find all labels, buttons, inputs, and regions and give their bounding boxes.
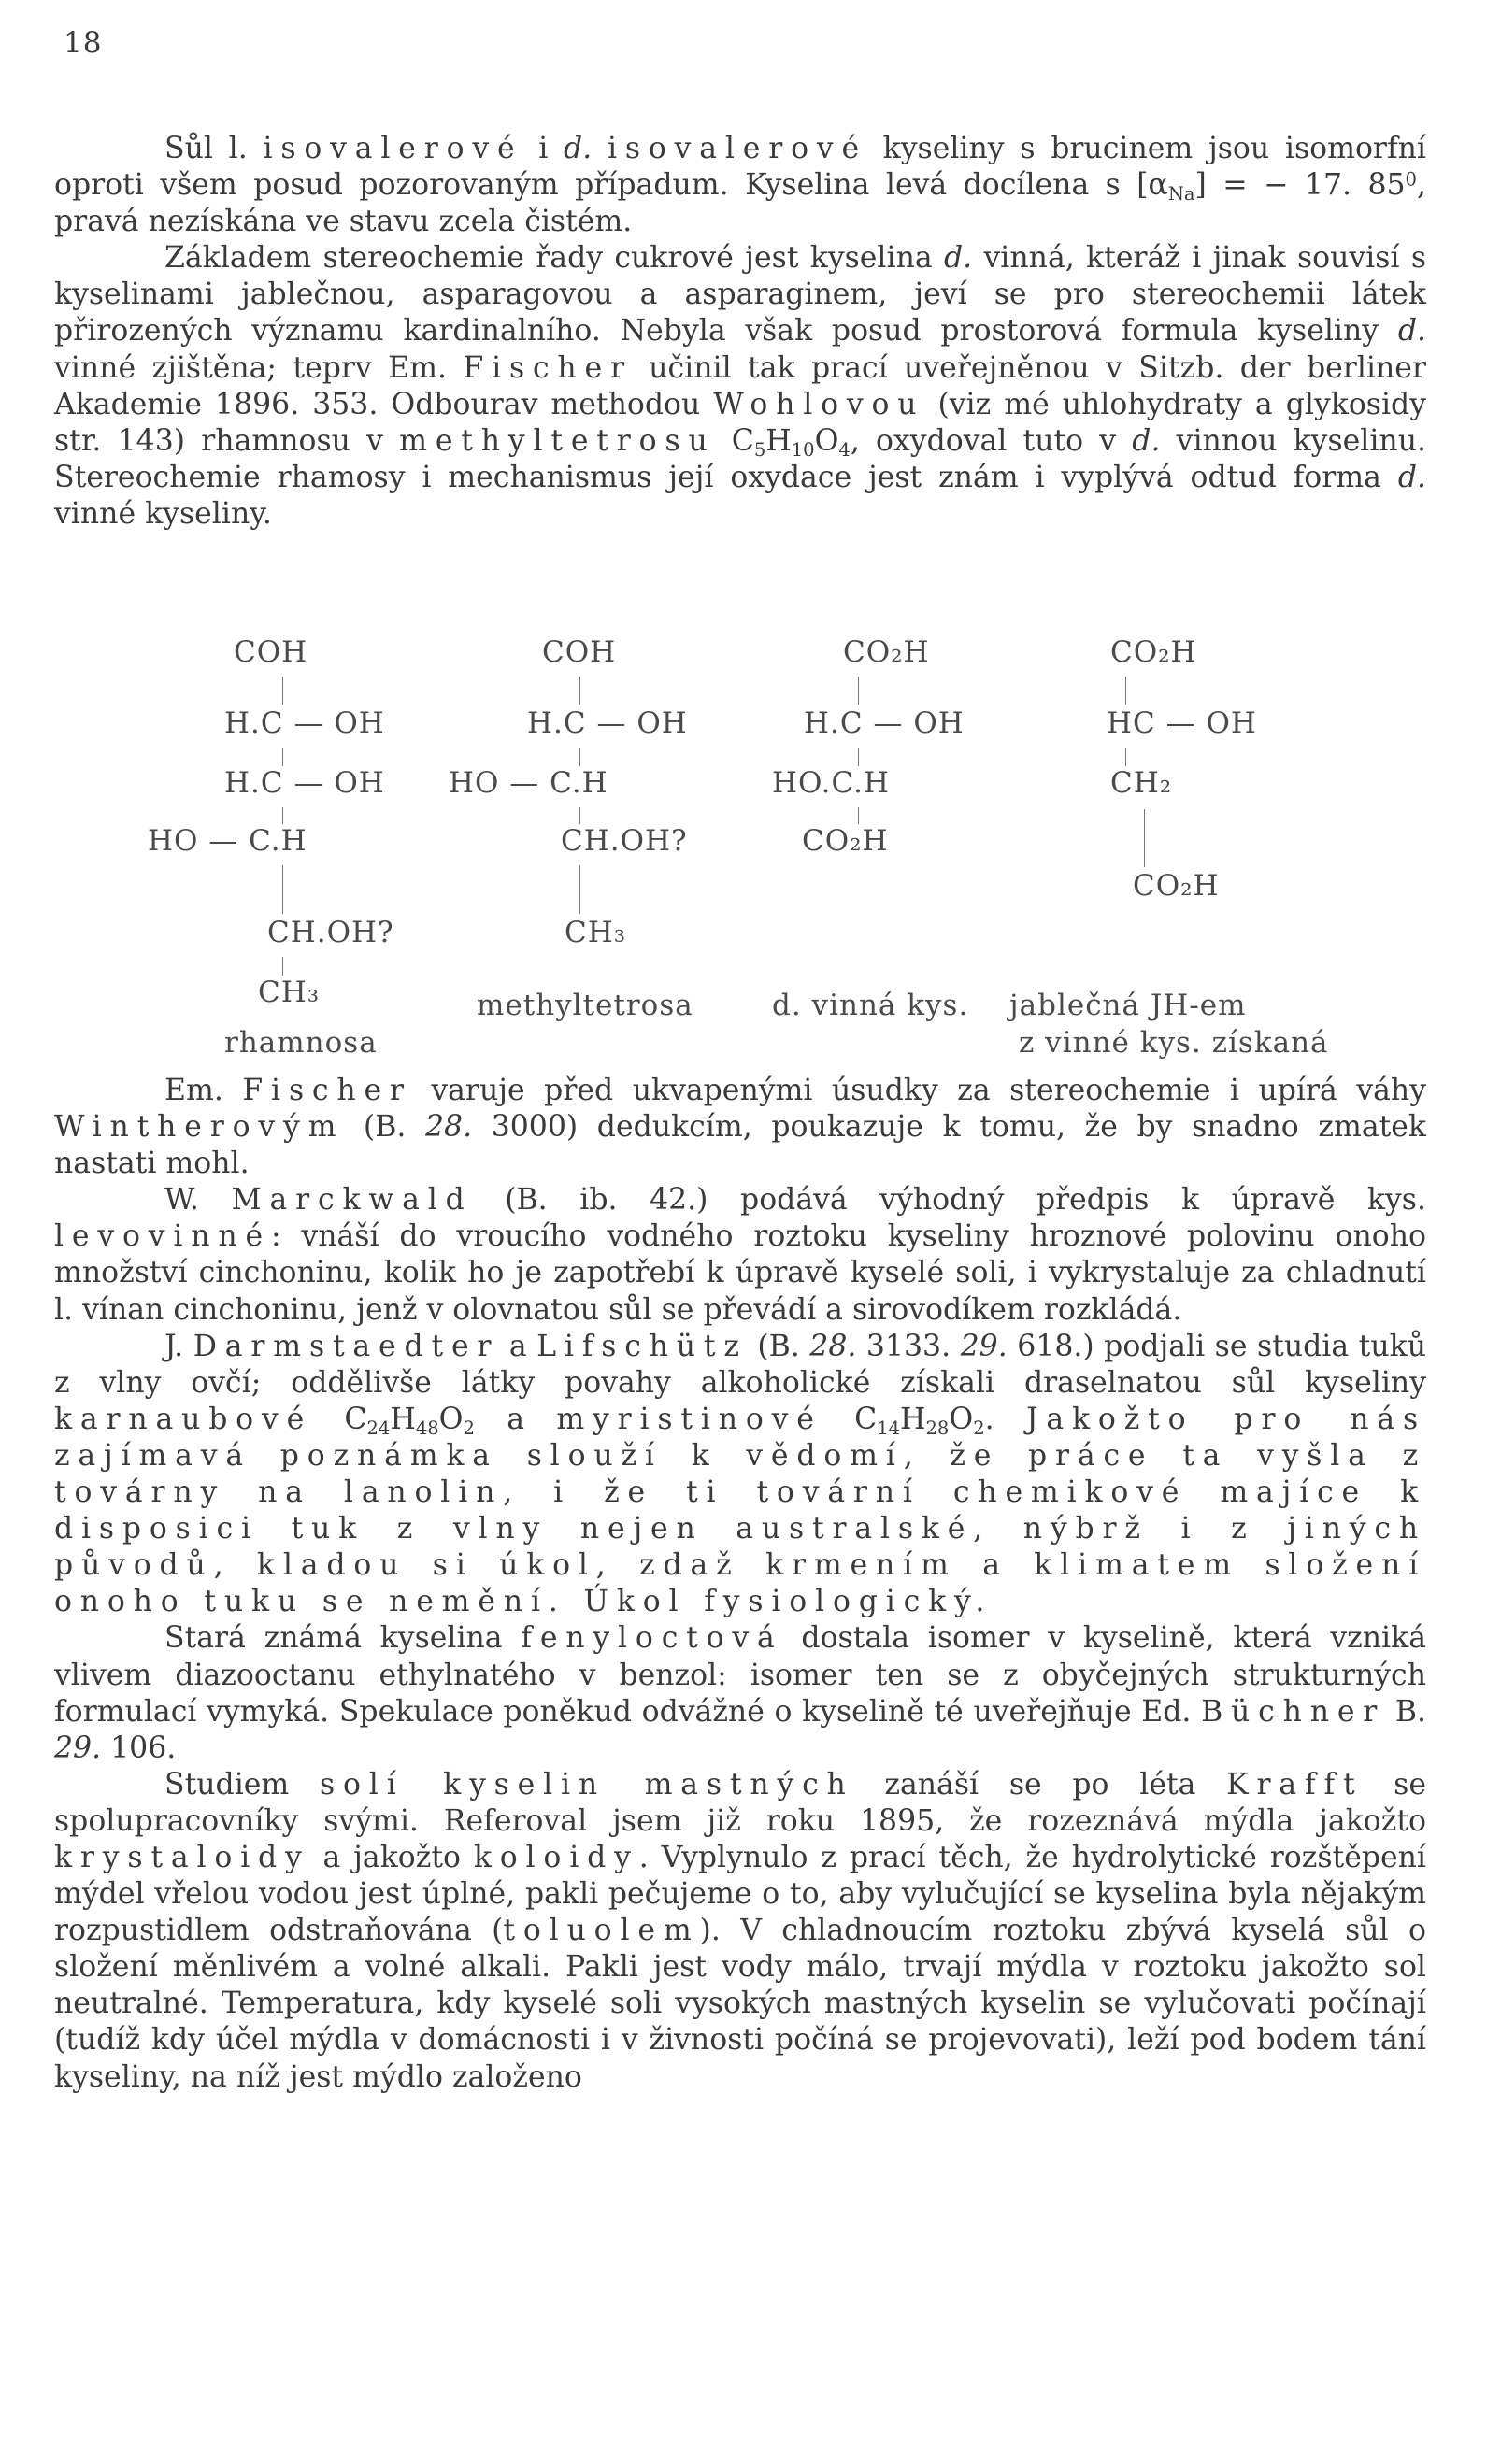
text-run: levovinné (54, 1219, 271, 1254)
text-run: a (499, 1329, 537, 1363)
formula-rhamnosa-r4: HO — C.H (148, 824, 307, 858)
text-run: 48 (415, 1417, 439, 1439)
text-run: Sůl l. (164, 132, 264, 165)
formula-methyltetrosa-r4: CH.OH? (561, 824, 688, 858)
bond-line (579, 748, 580, 766)
text-run: 29. (54, 1730, 102, 1765)
text-run: vinná, kteráž i jinak souvisí s kyselinami jablečnou, asparagovou a asparaginem, jeví se pro stereochemii látek přirozených významu kardinalního. Nebyla však posud prostorová formula kyseliny (54, 241, 1426, 349)
bond-line (579, 677, 580, 705)
text-run: isovalerové (263, 132, 523, 165)
text-run: učinil tak prací uveřejněnou v Sitzb. der berliner Akademie 1896. 353. Odbourav methodou (54, 350, 1426, 421)
text-run: vinné zjištěna; teprv Em. (54, 350, 464, 385)
text-run: . Vyplynulo z prací těch, že hydrolytické rozštěpení mýdel vřelou vodou jest úplné, pakli pečujeme o to, aby vylučující se kyselina byla nějakým rozpustidlem odstraňována ( (54, 1840, 1426, 1948)
text-run: Darmstaedter (193, 1329, 500, 1363)
text-run: Wohlovou (713, 387, 925, 421)
paragraph (54, 1329, 1426, 1621)
text-run: kyseliny s brucinem jsou isomorfní oproti všem posud pozorovaným případum. Kyselina levá docílena s [α (54, 132, 1427, 203)
text-run: H (390, 1402, 416, 1436)
formula-methyltetrosa-r1: COH (542, 635, 617, 669)
text-run: , oxydoval tuto v (850, 423, 1133, 458)
text-run: Stará známá kyselina (164, 1621, 522, 1656)
formula-tartaric-r2: H.C — OH (804, 706, 965, 740)
text-run: 618.) podjali se studia tuků z vlny ovčí; oddělivše látky povahy alkoholické získali draselnatou sůl kyseliny (54, 1329, 1426, 1400)
text-run: varuje před ukvapenými úsudky za stereochemie i upírá váhy (411, 1074, 1426, 1107)
text-run: O (814, 423, 839, 458)
text-run: H (765, 423, 792, 458)
text-run: (B. (747, 1329, 810, 1363)
text-run: J. (164, 1329, 193, 1363)
text-run: O (438, 1402, 464, 1436)
text-run: C (715, 423, 754, 458)
formula-rhamnosa-r1: COH (234, 635, 308, 669)
text-run: d. (564, 132, 608, 165)
text-run: fenyloctová (521, 1621, 783, 1656)
text-run: d. (1132, 423, 1161, 458)
bond-line (282, 748, 283, 766)
text-run: 4 (838, 438, 851, 461)
bond-line (282, 865, 283, 914)
text-run: vinné kyseliny. (54, 496, 272, 531)
bond-line (858, 748, 859, 766)
text-run: Büchner (1201, 1694, 1386, 1729)
text-run: d. (1397, 314, 1426, 349)
text-run: 14 (877, 1417, 901, 1439)
text-run: W. (164, 1183, 232, 1218)
text-run: solí kyselin mastných (320, 1767, 854, 1802)
text-run: 3000) dedukcím, poukazuje k tomu, že by snadno zmatek nastati mohl. (54, 1110, 1427, 1181)
text-run: 28. (809, 1329, 857, 1363)
text-run: Studiem (164, 1767, 321, 1802)
formula-rhamnosa-r5: CH.OH? (267, 916, 394, 949)
bond-line (1144, 809, 1145, 867)
text-run: 0 (1405, 168, 1417, 191)
text-run: 3133. (856, 1329, 961, 1363)
paragraph (54, 1767, 1426, 2096)
formula-malic-r4: CO₂H (1133, 869, 1220, 903)
text-run: myristinové (556, 1402, 822, 1436)
text-run: : vnáší do vroucího vodného roztoku kyseliny hroznové polovinu onoho množství cinchoninu, kolik ho je zapotřebí k úpravě kyselé soli, i vykrystaluje za chladnutí l. vínan cinchoninu, jenž v olovnatou sůl se převádí a sirovodíkem rozkládá. (54, 1219, 1426, 1327)
bond-line (858, 807, 859, 824)
bond-line (282, 807, 283, 824)
text-run: (B. ib. 42.) podává výhodný předpis k úpravě kys. (472, 1183, 1426, 1218)
text-run: (B. (344, 1110, 425, 1145)
text-run: zanáší se po léta (853, 1767, 1227, 1802)
formula-tartaric-r1: CO₂H (843, 635, 930, 669)
text-run: 5 (753, 438, 766, 461)
text-run: Na (1167, 182, 1195, 205)
paragraph-isovaleric (54, 131, 1426, 240)
formula-rhamnosa-label: rhamnosa (224, 1026, 378, 1060)
text-run: methyltetrosu (399, 423, 716, 458)
paragraph (54, 1073, 1426, 1182)
bottom-paragraphs-block (54, 1073, 1426, 2096)
formula-malic-label1: jablečná JH-em (1009, 989, 1247, 1022)
formula-methyltetrosa-r3: HO — C.H (449, 766, 608, 800)
text-run: C (312, 1402, 367, 1436)
text-run: se spolupracovníky svými. Referoval jsem již roku 1895, že rozeznává mýdla jakožto (54, 1767, 1426, 1838)
formula-methyltetrosa-r2: H.C — OH (527, 706, 688, 740)
formula-rhamnosa-r3: H.C — OH (224, 766, 385, 800)
text-run: Základem stereochemie řady cukrové jest kyselina (164, 241, 944, 276)
formula-malic-r2: HC — OH (1107, 706, 1257, 740)
paragraph (54, 1620, 1426, 1766)
text-run: Marckwald (231, 1183, 473, 1218)
text-run: B. (1385, 1694, 1426, 1729)
text-run: i (522, 132, 565, 165)
page-number: 18 (64, 26, 103, 60)
text-run: d. (1397, 460, 1426, 494)
text-run: . (984, 1402, 1026, 1436)
text-run: ] = − 17. 85 (1194, 168, 1406, 203)
formula-malic-r1: CO₂H (1110, 635, 1197, 669)
paragraph-stereochemistry (54, 240, 1426, 533)
bond-line (1125, 748, 1126, 766)
text-run: 28. (424, 1110, 473, 1145)
text-run: 10 (791, 438, 815, 461)
formula-malic-r3: CH₂ (1110, 766, 1173, 800)
text-run: Lifschütz (536, 1329, 748, 1363)
bond-line (282, 677, 283, 705)
text-run: Fischer (242, 1074, 412, 1107)
top-paragraph-block (54, 131, 1426, 533)
text-run: C (822, 1402, 878, 1436)
text-run: 2 (463, 1417, 475, 1439)
text-run: 29. (960, 1329, 1008, 1363)
formula-methyltetrosa-r5: CH₃ (565, 916, 627, 949)
formula-tartaric-r4: CO₂H (802, 824, 889, 858)
text-run: a jakožto (309, 1840, 474, 1874)
text-run: 106. (101, 1730, 177, 1765)
text-run: Fischer (463, 350, 633, 385)
paragraph (54, 1182, 1426, 1328)
text-run: Krafft (1226, 1767, 1364, 1802)
text-run: 24 (366, 1417, 391, 1439)
bond-line (1125, 677, 1126, 705)
bond-line (579, 807, 580, 824)
text-run: koloidy (473, 1840, 639, 1874)
text-run: isovalerové (607, 132, 867, 165)
formula-methyltetrosa-label: methyltetrosa (477, 989, 693, 1022)
formula-rhamnosa-r2: H.C — OH (224, 706, 385, 740)
text-run: (viz mé uhlohydraty a glykosidy str. 143) rhamnosu v (54, 387, 1426, 458)
text-run: karnaubové (54, 1402, 313, 1436)
text-run: 2 (973, 1417, 985, 1439)
text-run: ). V chladnoucím roztoku zbývá kyselá sůl o složení měnlivém a volné alkali. Pakli jest vody málo, trvají mýdla v roztoku jakožto sol neutralné. Temperatura, kdy kyselé soli vysokých mastných kyselin se vylučovati počínají (tudíž kdy účel mýdla v domácnosti i v živnosti počíná se projevovati), leží pod bodem tání kyseliny, na níž jest mýdlo založeno (54, 1914, 1426, 2094)
text-run: vinnou kyselinu. Stereochemie rhamosy i mechanismus její oxydace jest znám i vyplývá odtud forma (54, 423, 1426, 494)
text-run: dostala isomer v kyselině, která vzniká vlivem diazooctanu ethylnatého v benzol: isomer ten se z obyčejných strukturných formulací vymyká. Spekulace poněkud odvážné o kyselině té uveřejňuje Ed. (54, 1621, 1426, 1729)
text-run: , pravá nezískána ve stavu zcela čistém. (54, 168, 1426, 239)
bond-line (579, 865, 580, 914)
bond-line (858, 677, 859, 705)
bond-line (282, 957, 283, 976)
text-run: d. (943, 241, 973, 276)
text-run: krystaloidy (54, 1840, 310, 1874)
text-run: 28 (925, 1417, 950, 1439)
text-run: a (474, 1402, 557, 1436)
text-run: toluolem (503, 1914, 700, 1948)
text-run: Em. (164, 1074, 243, 1107)
text-run: Wintherovým (54, 1110, 345, 1145)
formula-tartaric-label: d. vinná kys. (772, 989, 969, 1022)
text-run: H (900, 1402, 926, 1436)
formula-tartaric-r3: HO.C.H (772, 766, 890, 800)
formula-malic-label2: z vinné kys. získaná (1019, 1026, 1329, 1060)
text-run: O (949, 1402, 974, 1436)
formula-rhamnosa-r6: CH₃ (258, 976, 321, 1009)
text-run: Jakožto pro nás zajímavá poznámka slouží k vědomí, že práce ta vyšla z továrny na lanolin, i že ti tovární chemikové majíce k disposici tuk z vlny nejen australské, nýbrž i z jiných původů, kladou si úkol, zdaž krmením a klimatem složení onoho tuku se nemění. Úkol fysiologický. (54, 1402, 1426, 1619)
